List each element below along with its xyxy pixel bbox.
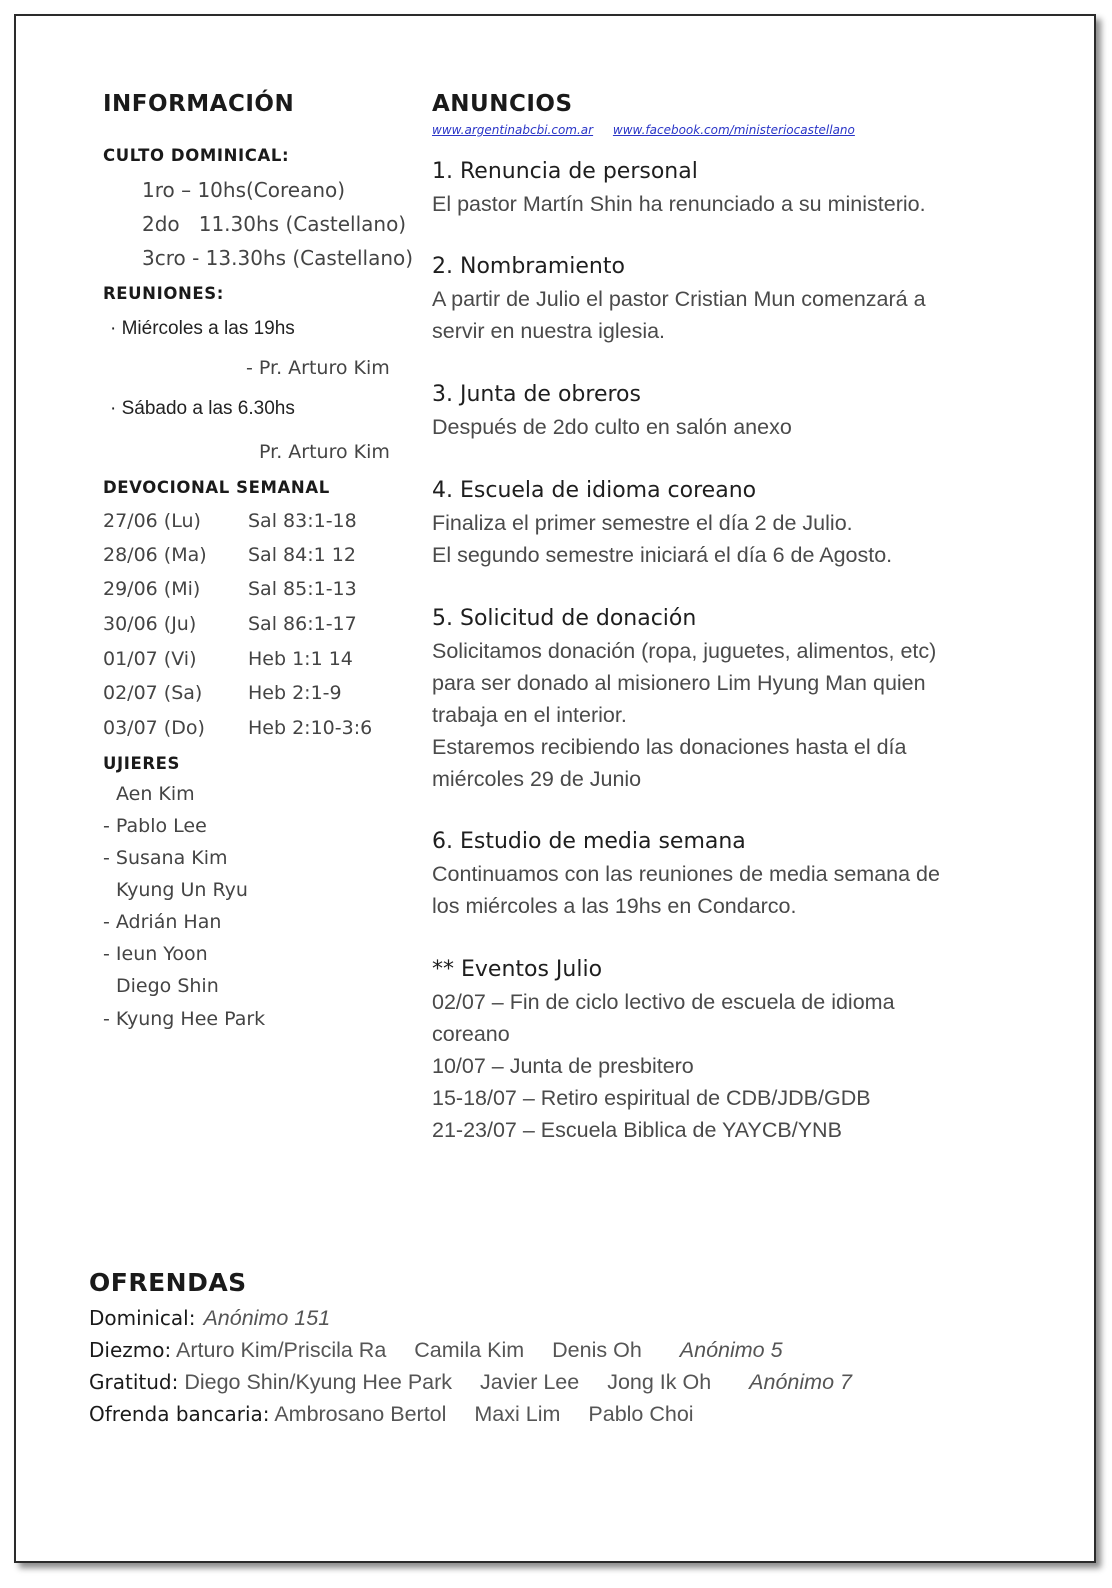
ujier: - Kyung Hee Park xyxy=(103,1008,266,1030)
diezmo-name: Arturo Kim/Priscila Ra xyxy=(176,1338,387,1362)
announcement-line: 15-18/07 – Retiro espiritual de CDB/JDB/GDB xyxy=(432,1086,871,1110)
devocional-date: 27/06 (Lu) xyxy=(103,510,201,532)
facebook-link[interactable]: www.facebook.com/ministeriocastellano xyxy=(612,123,855,137)
dominical-line xyxy=(89,1306,330,1331)
diezmo-anon: Anónimo 5 xyxy=(679,1338,783,1362)
ujier: - Pablo Lee xyxy=(103,815,207,837)
gratitud-name: Diego Shin/Kyung Hee Park xyxy=(184,1370,453,1394)
reunion-2: · Sábado a las 6.30hs xyxy=(110,398,295,419)
devocional-ref: Sal 83:1-18 xyxy=(248,510,357,532)
devocional-heading: DEVOCIONAL SEMANAL xyxy=(103,478,330,497)
culto-1: 1ro – 10hs(Coreano) xyxy=(142,178,346,202)
diezmo-line xyxy=(89,1338,783,1363)
devocional-ref: Sal 86:1-17 xyxy=(248,613,357,635)
announcement-line: Después de 2do culto en salón anexo xyxy=(432,415,792,439)
announcement-title: 6. Estudio de media semana xyxy=(432,829,746,854)
announcement-title: 4. Escuela de idioma coreano xyxy=(432,478,757,503)
announcement xyxy=(432,826,1032,922)
culto-2: 2do 11.30hs (Castellano) xyxy=(142,212,407,236)
announcement-line: El pastor Martín Shin ha renunciado a su ministerio. xyxy=(432,192,926,216)
devocional-ref: Sal 85:1-13 xyxy=(248,578,357,600)
announcement-title: 3. Junta de obreros xyxy=(432,382,641,407)
devocional-date: 30/06 (Ju) xyxy=(103,613,197,635)
announcement-line: Estaremos recibiendo las donaciones hasta el día xyxy=(432,735,907,759)
announcement xyxy=(432,603,1032,795)
culto-3: 3cro - 13.30hs (Castellano) xyxy=(142,246,414,270)
announcement-line: para ser donado al misionero Lim Hyung Man quien xyxy=(432,671,926,695)
ujier: Kyung Un Ryu xyxy=(116,879,248,901)
info-title: INFORMACIÓN xyxy=(103,91,295,117)
devocional-ref: Heb 1:1 14 xyxy=(248,648,353,670)
links-row xyxy=(432,123,871,137)
website-link[interactable]: www.argentinabcbi.com.ar xyxy=(432,123,594,137)
devocional-ref: Sal 84:1 12 xyxy=(248,544,356,566)
reuniones-heading: REUNIONES: xyxy=(103,284,224,303)
gratitud-name: Javier Lee xyxy=(480,1370,580,1394)
bancaria-name: Maxi Lim xyxy=(474,1402,561,1426)
ujier: - Ieun Yoon xyxy=(103,943,208,965)
bancaria-name: Pablo Choi xyxy=(588,1402,694,1426)
announcement-line: coreano xyxy=(432,1022,510,1046)
devocional-ref: Heb 2:1-9 xyxy=(248,682,342,704)
announcement-line: A partir de Julio el pastor Cristian Mun comenzará a xyxy=(432,287,926,311)
devocional-date: 02/07 (Sa) xyxy=(103,682,203,704)
gratitud-label: Gratitud: xyxy=(89,1370,179,1394)
announcement xyxy=(432,475,1032,571)
announcement-line: trabaja en el interior. xyxy=(432,703,627,727)
anuncios-title: ANUNCIOS xyxy=(432,91,573,117)
announcement-line: Continuamos con las reuniones de media semana de xyxy=(432,862,940,886)
gratitud-line xyxy=(89,1370,852,1395)
devocional-date: 01/07 (Vi) xyxy=(103,648,197,670)
announcement-line: 21-23/07 – Escuela Biblica de YAYCB/YNB xyxy=(432,1118,842,1142)
announcement xyxy=(432,954,1032,1146)
announcement-line: 10/07 – Junta de presbitero xyxy=(432,1054,694,1078)
announcement-line: 02/07 – Fin de ciclo lectivo de escuela de idioma xyxy=(432,990,895,1014)
reunion-1: · Miércoles a las 19hs xyxy=(110,318,295,339)
diezmo-label: Diezmo: xyxy=(89,1338,172,1362)
ujieres-heading: UJIERES xyxy=(103,754,181,773)
ujier: Aen Kim xyxy=(116,783,195,805)
devocional-date: 03/07 (Do) xyxy=(103,717,205,739)
culto-heading: CULTO DOMINICAL: xyxy=(103,146,290,165)
reunion-2-pastor: Pr. Arturo Kim xyxy=(259,441,390,463)
gratitud-name: Jong Ik Oh xyxy=(607,1370,712,1394)
announcement-line: Solicitamos donación (ropa, juguetes, alimentos, etc) xyxy=(432,639,937,663)
announcement-line: los miércoles a las 19hs en Condarco. xyxy=(432,894,797,918)
ujier: Diego Shin xyxy=(116,975,219,997)
announcement-line: Finaliza el primer semestre el día 2 de Julio. xyxy=(432,511,853,535)
ujier: - Adrián Han xyxy=(103,911,222,933)
announcement-line: miércoles 29 de Junio xyxy=(432,767,642,791)
gratitud-anon: Anónimo 7 xyxy=(749,1370,852,1394)
devocional-date: 29/06 (Mi) xyxy=(103,578,201,600)
bancaria-label: Ofrenda bancaria: xyxy=(89,1402,270,1426)
diezmo-name: Camila Kim xyxy=(414,1338,525,1362)
ujier: - Susana Kim xyxy=(103,847,228,869)
dominical-anon: Anónimo 151 xyxy=(203,1306,331,1330)
announcement-title: ** Eventos Julio xyxy=(432,957,603,982)
announcement xyxy=(432,379,1032,443)
announcement-title: 2. Nombramiento xyxy=(432,254,625,279)
devocional-ref: Heb 2:10-3:6 xyxy=(248,717,373,739)
devocional-date: 28/06 (Ma) xyxy=(103,544,207,566)
ofrendas-title: OFRENDAS xyxy=(89,1268,247,1297)
announcement-title: 1. Renuncia de personal xyxy=(432,159,698,184)
bancaria-name: Ambrosano Bertol xyxy=(274,1402,447,1426)
announcement xyxy=(432,251,1032,347)
announcement-line: servir en nuestra iglesia. xyxy=(432,319,666,343)
reunion-1-pastor: - Pr. Arturo Kim xyxy=(246,357,390,379)
dominical-label: Dominical: xyxy=(89,1306,196,1330)
announcement-title: 5. Solicitud de donación xyxy=(432,606,697,631)
announcement xyxy=(432,156,1032,220)
bancaria-line xyxy=(89,1402,716,1427)
announcement-line: El segundo semestre iniciará el día 6 de Agosto. xyxy=(432,543,893,567)
diezmo-name: Denis Oh xyxy=(552,1338,642,1362)
